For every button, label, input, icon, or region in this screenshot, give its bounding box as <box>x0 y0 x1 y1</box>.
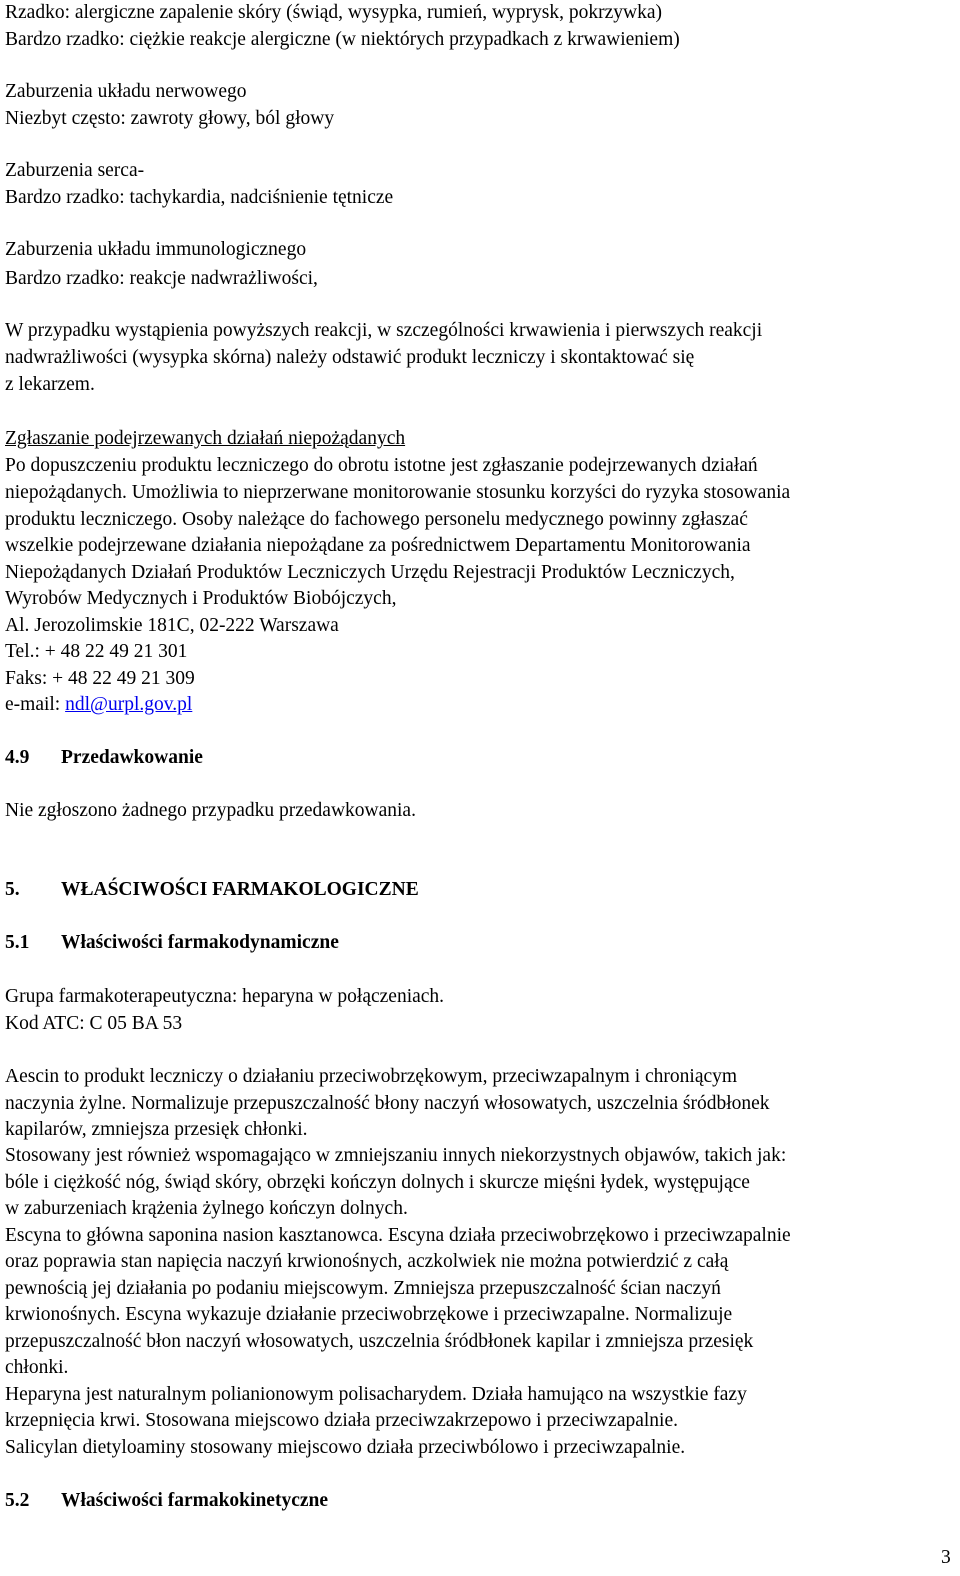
section-number: 5. <box>5 879 20 900</box>
text-line: chłonki. <box>5 1357 69 1378</box>
section-heading-5 <box>5 877 419 903</box>
text-line: nadwrażliwości (wysypka skórna) należy odstawić produkt leczniczy i skontaktować się <box>5 347 695 368</box>
text-line: Aescin to produkt leczniczy o działaniu przeciwobrzękowym, przeciwzapalnym i chroniącym <box>5 1066 738 1087</box>
text-line: Grupa farmakoterapeutyczna: heparyna w połączeniach. <box>5 986 445 1007</box>
text-line: niepożądanych. Umożliwia to nieprzerwane monitorowanie stosunku korzyści do ryzyka stosowania <box>5 482 791 503</box>
text-line: krwionośnych. Escyna wykazuje działanie przeciwobrzękowe i przeciwzapalne. Normalizuje <box>5 1304 733 1325</box>
text-line: Escyna to główna saponina nasion kasztanowca. Escyna działa przeciwobrzękowo i przeciwzapalnie <box>5 1225 791 1246</box>
section-heading-4-9 <box>5 745 203 771</box>
text-line: Stosowany jest również wspomagająco w zmniejszaniu innych niekorzystnych objawów, takich jak: <box>5 1145 787 1166</box>
text-line: bóle i ciężkość nóg, świąd skóry, obrzęki kończyn dolnych i skurcze mięśni łydek, występujące <box>5 1172 750 1193</box>
text-line: Salicylan dietyloaminy stosowany miejscowo działa przeciwbólowo i przeciwzapalnie. <box>5 1437 686 1458</box>
text-line: Rzadko: alergiczne zapalenie skóry (świąd, wysypka, rumień, wyprysk, pokrzywka) <box>5 2 663 23</box>
text-line: Zaburzenia serca- <box>5 160 145 181</box>
text-line: przepuszczalność błon naczyń włosowatych, uszczelnia śródbłonek kapilar i zmniejsza przesięk <box>5 1331 754 1352</box>
text-line: Zaburzenia układu nerwowego <box>5 81 247 102</box>
section-title: WŁAŚCIWOŚCI FARMAKOLOGICZNE <box>61 879 419 900</box>
text-line: oraz poprawia stan napięcia naczyń krwionośnych, aczkolwiek nie można potwierdzić z całą <box>5 1251 729 1272</box>
section-number: 4.9 <box>5 747 30 768</box>
section-title: Właściwości farmakokinetyczne <box>61 1490 329 1511</box>
text-line: Nie zgłoszono żadnego przypadku przedawkowania. <box>5 800 416 821</box>
text-line: Kod ATC: C 05 BA 53 <box>5 1013 183 1034</box>
text-line: wszelkie podejrzewane działania niepożądane za pośrednictwem Departamentu Monitorowania <box>5 535 751 556</box>
text-line: Zaburzenia układu immunologicznego <box>5 239 307 260</box>
section-heading-5-2 <box>5 1488 328 1514</box>
text-line: Bardzo rzadko: tachykardia, nadciśnienie tętnicze <box>5 187 394 208</box>
page-number: 3 <box>941 1547 951 1568</box>
text-line: z lekarzem. <box>5 374 95 395</box>
text-line: krzepnięcia krwi. Stosowana miejscowo działa przeciwzakrzepowo i przeciwzapalnie. <box>5 1410 678 1431</box>
email-line <box>5 692 192 718</box>
text-line: Heparyna jest naturalnym polianionowym polisacharydem. Działa hamująco na wszystkie fazy <box>5 1384 747 1405</box>
email-link[interactable]: ndl@urpl.gov.pl <box>65 694 193 715</box>
text-line: Wyrobów Medycznych i Produktów Biobójczych, <box>5 588 397 609</box>
text-line: naczynia żylne. Normalizuje przepuszczalność błony naczyń włosowatych, uszczelnia śródbłonek <box>5 1093 770 1114</box>
text-line: kapilarów, zmniejsza przesięk chłonki. <box>5 1119 308 1140</box>
text-line: Bardzo rzadko: reakcje nadwrażliwości, <box>5 268 318 289</box>
email-label: e-mail: <box>5 694 66 715</box>
section-title: Przedawkowanie <box>61 747 203 768</box>
text-line: pewnością jej działania po podaniu miejscowym. Zmniejsza przepuszczalność ścian naczyń <box>5 1278 721 1299</box>
text-line: Bardzo rzadko: ciężkie reakcje alergiczne (w niektórych przypadkach z krwawieniem) <box>5 29 680 50</box>
address-line: Al. Jerozolimskie 181C, 02-222 Warszawa <box>5 615 339 636</box>
text-line: Po dopuszczeniu produktu leczniczego do obrotu istotne jest zgłaszanie podejrzewanych działań <box>5 455 758 476</box>
text-line: produktu leczniczego. Osoby należące do fachowego personelu medycznego powinny zgłaszać <box>5 509 748 530</box>
text-line: w zaburzeniach krążenia żylnego kończyn dolnych. <box>5 1198 408 1219</box>
section-number: 5.2 <box>5 1490 30 1511</box>
text-line: Niepożądanych Działań Produktów Leczniczych Urzędu Rejestracji Produktów Leczniczych, <box>5 562 735 583</box>
phone-line: Tel.: + 48 22 49 21 301 <box>5 641 188 662</box>
section-heading-5-1 <box>5 930 339 956</box>
fax-line: Faks: + 48 22 49 21 309 <box>5 668 195 689</box>
text-line: Niezbyt często: zawroty głowy, ból głowy <box>5 108 335 129</box>
reporting-heading: Zgłaszanie podejrzewanych działań niepożądanych <box>5 428 406 449</box>
text-line: W przypadku wystąpienia powyższych reakcji, w szczególności krwawienia i pierwszych reakcji <box>5 320 763 341</box>
section-title: Właściwości farmakodynamiczne <box>61 932 339 953</box>
section-number: 5.1 <box>5 932 30 953</box>
